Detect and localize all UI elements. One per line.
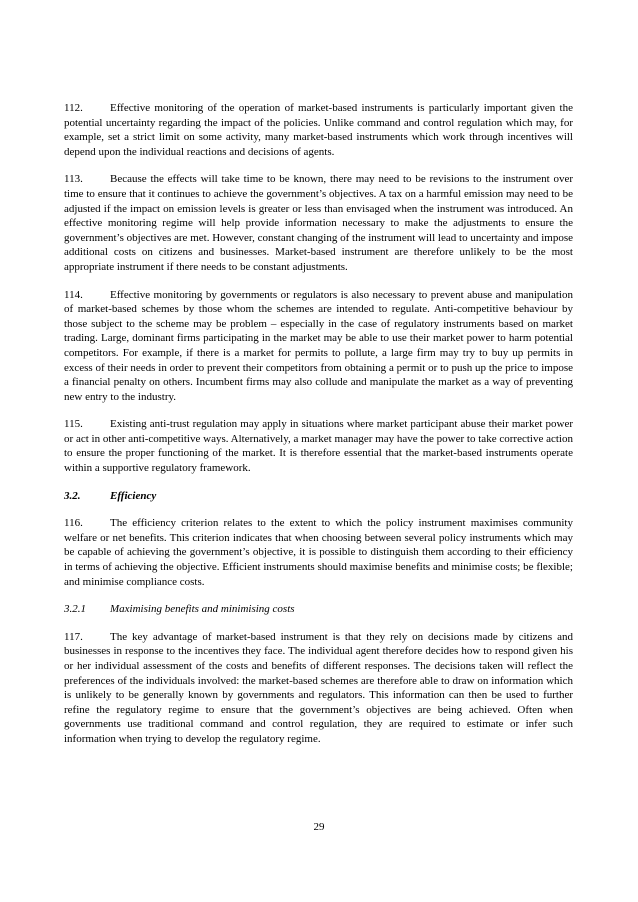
paragraph-number: 116. (64, 517, 83, 530)
section-heading (64, 489, 573, 504)
paragraph-number: 113. (64, 173, 83, 186)
subsection-title: Maximising benefits and minimising costs (110, 603, 295, 616)
paragraph-number: 115. (64, 418, 83, 431)
paragraph-117 (64, 630, 573, 747)
paragraph-text: Effective monitoring by governments or regulators is also necessary to prevent abuse and manipulation of market-based schemes by those whom the schemes are intended to regulate. Anti-competitive behaviour by those subject to the scheme may be problem – especially in the case of regulatory instruments based on market trading. Large, dominant firms participating in the market may be able to use their market power to harm potential competitors. For example, if there is a market for permits to pollute, a large firm may try to buy up permits in excess of their needs in order to prevent their competitors from obtaining a permit or to push up the price to impose a financial penalty on others. Incumbent firms may also collude and manipulate the market as a way of preventing new entry to the industry. (64, 288, 573, 403)
paragraph-114 (64, 288, 573, 405)
paragraph-115 (64, 417, 573, 475)
paragraph-text: The key advantage of market-based instrument is that they rely on decisions made by citizens and businesses in response to the incentives they face. The individual agent therefore decides how to respond given his or her individual assessment of the costs and benefits of different responses. The decisions taken will reflect the preferences of the individuals involved: the market-based schemes are therefore able to draw on information which is unlikely to be generally known by governments and regulators. This information can then be used to further refine the regulatory regime to ensure that the government’s objectives are being achieved. Often when governments use traditional command and control regulation, they are required to estimate or infer such information when trying to develop the regulatory regime. (64, 630, 573, 745)
paragraph-number: 117. (64, 630, 83, 643)
paragraph-112 (64, 101, 573, 159)
paragraph-113 (64, 172, 573, 274)
paragraph-number: 112. (64, 102, 83, 114)
page-number: 29 (313, 821, 325, 833)
subsection-heading (64, 602, 573, 617)
paragraph-number: 114. (64, 288, 83, 301)
paragraph-116 (64, 516, 573, 589)
document-body (64, 101, 573, 760)
section-title: Efficiency (110, 489, 157, 502)
paragraph-text: Existing anti-trust regulation may apply in situations where market participant abuse their market power or act in other anti-competitive ways. Alternatively, a market manager may have the power to take corrective action to ensure the proper functioning of the market. It is therefore essential that the market-based instruments operate within a supportive regulatory framework. (64, 418, 573, 475)
paragraph-text: Effective monitoring of the operation of market-based instruments is particularly important given the potential uncertainty regarding the impact of the policies. Unlike command and control regulation which may, for example, set a strict limit on some activity, many market-based instruments which work through incentives will depend upon the individual reactions and decisions of agents. (64, 102, 573, 158)
paragraph-text: The efficiency criterion relates to the extent to which the policy instrument maximises community welfare or net benefits. This criterion indicates that when choosing between several policy instruments which may be capable of achieving the government’s objective, it is possible to distinguish them according to their efficiency in terms of achieving the objective. Efficient instruments should maximise benefits and minimise costs; be flexible; and minimise compliance costs. (64, 517, 573, 588)
section-number: 3.2. (64, 489, 81, 502)
paragraph-text: Because the effects will take time to be known, there may need to be revisions to the instrument over time to ensure that it continues to achieve the government’s objectives. A tax on a harmful emission may need to be adjusted if the impact on emission levels is greater or less than envisaged when the instrument was introduced. An effective monitoring regime will help provide information necessary to make the adjustments to ensure the government’s objectives are met. However, constant changing of the instrument will lead to uncertainty and impose additional costs on citizens and businesses. Market-based instrument are therefore unlikely to be the most appropriate instrument if there needs to be constant adjustments. (64, 173, 573, 273)
subsection-number: 3.2.1 (64, 603, 86, 616)
